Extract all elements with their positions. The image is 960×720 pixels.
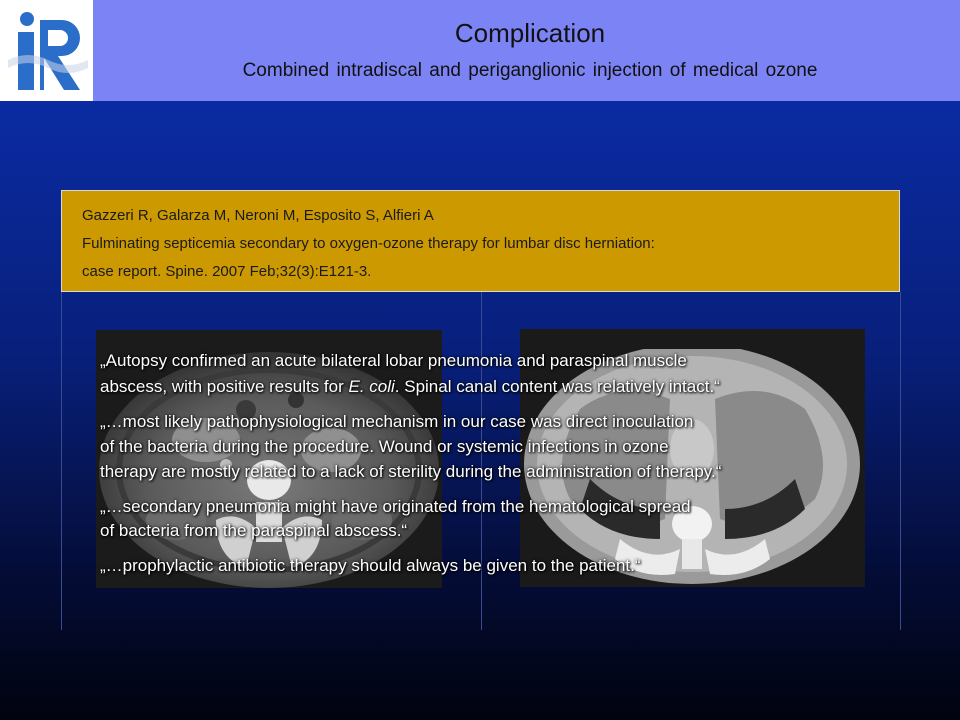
quote-prophylaxis	[100, 554, 900, 578]
bacteria-name: E. coli	[348, 377, 395, 396]
quote-autopsy-line2	[100, 375, 900, 399]
quote-autopsy-line1: „Autopsy confirmed an acute bilateral lobar pneumonia and paraspinal muscle	[100, 351, 687, 370]
quote-text: „…prophylactic antibiotic therapy should always be given to the patient.“	[100, 556, 641, 575]
slide-subtitle: Combined intradiscal and periganglionic injection of medical ozone	[242, 60, 818, 81]
table-border-left	[61, 292, 62, 630]
logo	[0, 0, 93, 101]
reference-citation: case report. Spine. 2007 Feb;32(3):E121-3.	[82, 263, 372, 280]
quote-text: abscess, with positive results for	[100, 377, 349, 396]
quote-pneumonia-line2: of bacteria from the paraspinal abscess.“	[100, 521, 408, 540]
table-border-right	[900, 292, 901, 630]
slide-title: Complication	[454, 18, 606, 48]
logo-icon	[0, 0, 93, 101]
reference-title: Fulminating septicemia secondary to oxygen-ozone therapy for lumbar disc herniation:	[82, 235, 655, 252]
header-bar	[0, 0, 960, 101]
quote-text: . Spinal canal content was relatively intact.“	[394, 377, 720, 396]
reference-authors: Gazzeri R, Galarza M, Neroni M, Esposito S, Alfieri A	[82, 207, 434, 224]
quote-mechanism-line2: of the bacteria during the procedure. Wound or systemic infections in ozone	[100, 437, 669, 456]
quote-mechanism-line3: therapy are mostly related to a lack of sterility during the administration of therapy.“	[100, 462, 722, 481]
quote-mechanism-line1: „…most likely pathophysiological mechanism in our case was direct inoculation	[100, 412, 694, 431]
reference-box	[61, 190, 900, 292]
quote-pneumonia-line1: „…secondary pneumonia might have originated from the hematological spread	[100, 497, 691, 516]
